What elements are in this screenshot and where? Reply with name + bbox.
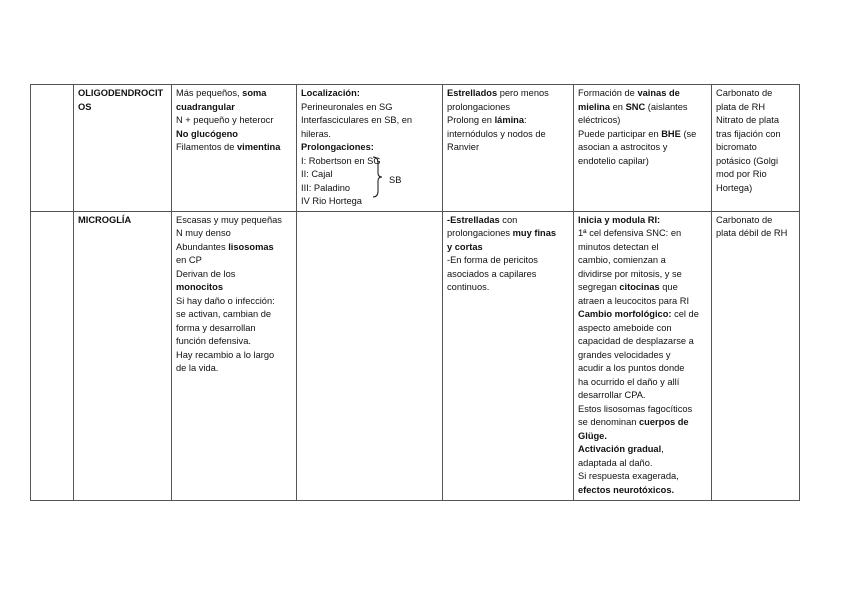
text-run: Localización: (301, 88, 360, 98)
cell-type-name (74, 85, 172, 212)
blank-cell (31, 85, 74, 212)
cell-line (578, 308, 707, 322)
text-run: Hortega) (716, 182, 753, 193)
text-run: cuerpos de (639, 417, 689, 427)
table-row (31, 85, 800, 212)
text-run: dividirse por mitosis, y se (578, 268, 682, 279)
cell-line (578, 268, 707, 282)
text-run: BHE (661, 128, 681, 139)
text-run: se denominan (578, 417, 639, 427)
cell-line (578, 362, 707, 376)
blank-cell (31, 211, 74, 500)
cell-line (176, 128, 292, 142)
cell-line (176, 335, 292, 349)
cell-line (176, 87, 292, 101)
text-run: efectos neurotóxicos. (578, 484, 675, 495)
function-cell (574, 211, 712, 500)
cell-line (447, 281, 569, 295)
text-run: pero menos (497, 88, 549, 98)
text-run: soma (242, 88, 267, 98)
text-run: bicromato (716, 142, 757, 152)
text-run: función defensiva. (176, 336, 251, 346)
text-run: Si hay daño o infección: (176, 295, 275, 306)
cell-line (176, 141, 292, 155)
cell-line (578, 457, 707, 471)
cell-line (176, 254, 292, 268)
cell-line (716, 168, 795, 182)
text-run: mielina (578, 101, 611, 112)
cell-line (578, 227, 707, 241)
text-run: se activan, cambian de (176, 309, 272, 319)
cell-line (578, 322, 707, 336)
text-run: cuadrangular (176, 101, 235, 112)
cell-line (716, 114, 795, 128)
text-run: Formación de (578, 88, 638, 98)
cell-line (578, 295, 707, 309)
text-run: ha ocurrido el daño y allí (578, 376, 680, 387)
cell-line (447, 87, 569, 101)
cell-line (578, 141, 707, 155)
text-run: citocinas (619, 282, 660, 292)
cell-line (578, 403, 707, 417)
cell-line (716, 182, 795, 196)
cell-line (716, 227, 795, 241)
prolongation-type-item: II: Cajal (301, 169, 333, 179)
text-run: endotelio capilar) (578, 155, 649, 166)
text-run: lámina (494, 115, 525, 125)
table-row (31, 211, 800, 500)
text-run: Estos lisosomas fagocíticos (578, 403, 693, 414)
text-run: prolongaciones (447, 228, 513, 238)
cell-line (578, 214, 707, 228)
cell-line (301, 101, 438, 115)
text-run: eléctricos) (578, 115, 621, 125)
text-run: (aislantes (645, 101, 688, 112)
cell-line (176, 349, 292, 363)
cell-line (176, 241, 292, 255)
cell-line (578, 241, 707, 255)
text-run: muy finas (512, 228, 557, 238)
text-run: en CP (176, 255, 202, 265)
text-run: Estrellados (447, 88, 498, 98)
text-run: vainas de (637, 88, 680, 98)
text-run: Nitrato de plata (716, 115, 780, 125)
cell-line (578, 128, 707, 142)
text-run: que (659, 282, 678, 292)
text-run: Prolongaciones: (301, 142, 374, 152)
text-run: Inicia y modula RI: (578, 214, 661, 225)
cell-line (447, 128, 569, 142)
text-run: , (661, 444, 664, 454)
cell-line (578, 376, 707, 390)
cell-line (578, 416, 707, 430)
text-run: plata de RH (716, 101, 766, 112)
cell-line (578, 87, 707, 101)
cell-line (447, 114, 569, 128)
cell-line (176, 227, 292, 241)
text-run: atraen a leucocitos para RI (578, 295, 690, 306)
text-run: Carbonato de (716, 214, 773, 225)
text-run: Hay recambio a lo largo (176, 349, 275, 360)
text-run: : (524, 115, 527, 125)
text-run: Carbonato de (716, 88, 773, 98)
cell-line (578, 281, 707, 295)
text-run: forma y desarrollan (176, 322, 256, 333)
cell-line (301, 141, 438, 155)
text-run: potásico (Golgi (716, 155, 779, 166)
cell-line (447, 141, 569, 155)
cell-line (716, 141, 795, 155)
morphology-cell (172, 85, 297, 212)
text-run: minutos detectan el (578, 241, 659, 252)
cell-line (176, 322, 292, 336)
staining-cell (712, 211, 800, 500)
cell-line (447, 214, 569, 228)
text-run: hileras. (301, 128, 331, 139)
cell-type-name-line: MICROGLÍA (78, 214, 132, 225)
cell-line (176, 308, 292, 322)
cell-line (176, 268, 292, 282)
cell-line (578, 443, 707, 457)
cell-line (176, 114, 292, 128)
cell-line (578, 389, 707, 403)
cell-line (578, 335, 707, 349)
text-run: tras fijación con (716, 128, 781, 139)
cell-line (176, 281, 292, 295)
cell-line (447, 101, 569, 115)
prolongation-type-item: IV Rio Hortega (301, 196, 362, 206)
text-run: Interfasciculares en SB, en (301, 115, 413, 125)
cell-line (716, 128, 795, 142)
cell-line (176, 101, 292, 115)
text-run: Puede participar en (578, 128, 662, 139)
text-run: Activación gradual (578, 444, 662, 454)
cell-line (716, 87, 795, 101)
prolongation-type-item: I: Robertson en SG (301, 155, 381, 166)
text-run: internódulos y nodos de (447, 128, 546, 139)
text-run: Prolong en (447, 115, 495, 125)
text-run: aspecto ameboide con (578, 322, 672, 333)
cell-line (447, 254, 569, 268)
text-run: SNC (625, 101, 646, 112)
text-run: -En forma de pericitos (447, 255, 538, 265)
text-run: con (499, 214, 518, 225)
text-run: No glucógeno (176, 128, 238, 139)
shape-cell (443, 211, 574, 500)
text-run: Si respuesta exagerada, (578, 471, 679, 481)
text-run: N + pequeño y heterocr (176, 115, 274, 125)
cell-line (578, 101, 707, 115)
function-cell (574, 85, 712, 212)
cell-line (176, 295, 292, 309)
cell-line (301, 87, 438, 101)
text-run: plata débil de RH (716, 228, 788, 238)
cell-line (578, 254, 707, 268)
prolongation-type-item: III: Paladino (301, 182, 351, 193)
cell-line (176, 214, 292, 228)
cell-line (447, 227, 569, 241)
cell-line (578, 430, 707, 444)
text-run: continuos. (447, 282, 490, 292)
prolongation-types (301, 155, 438, 209)
text-run: 1ª cel defensiva SNC: en (578, 228, 682, 238)
cell-line (716, 155, 795, 169)
cell-line (578, 155, 707, 169)
text-run: Abundantes (176, 241, 229, 252)
text-run: cel de (671, 309, 699, 319)
text-run: asocian a astrocitos y (578, 142, 668, 152)
cell-line (301, 114, 438, 128)
text-run: Cambio morfológico: (578, 309, 672, 319)
cell-line (447, 241, 569, 255)
cell-line (176, 362, 292, 376)
text-run: segregan (578, 282, 620, 292)
text-run: asociados a capilares (447, 268, 537, 279)
text-run: cambio, comienzan a (578, 255, 666, 265)
text-run: mod por Rio (716, 169, 767, 179)
text-run: lisosomas (228, 241, 274, 252)
cell-line (716, 101, 795, 115)
morphology-cell (172, 211, 297, 500)
cell-types-table (30, 84, 800, 501)
cell-type-name-line: OS (78, 101, 92, 112)
text-run: adaptada al daño. (578, 457, 653, 468)
text-run: Más pequeños, (176, 88, 243, 98)
text-run: vimentina (236, 142, 281, 152)
brace-group-label: SB (389, 174, 402, 185)
cell-line (578, 484, 707, 498)
text-run: prolongaciones (447, 101, 511, 112)
text-run: y cortas (447, 241, 483, 252)
text-run: Filamentos de (176, 142, 237, 152)
location-cell (297, 211, 443, 500)
shape-cell (443, 85, 574, 212)
text-run: acudir a los puntos donde (578, 363, 685, 373)
text-run: Perineuronales en SG (301, 101, 393, 112)
text-run: N muy denso (176, 228, 231, 238)
cell-line (578, 349, 707, 363)
text-run: en (610, 101, 626, 112)
text-run: (se (680, 128, 697, 139)
staining-cell (712, 85, 800, 212)
text-run: capacidad de desplazarse a (578, 336, 694, 346)
text-run: -Estrelladas (447, 214, 500, 225)
cell-line (578, 114, 707, 128)
text-run: Glüge. (578, 430, 607, 441)
text-run: grandes velocidades y (578, 349, 671, 360)
text-run: de la vida. (176, 363, 219, 373)
cell-line (716, 214, 795, 228)
cell-line (578, 470, 707, 484)
text-run: Derivan de los (176, 268, 236, 279)
cell-line (447, 268, 569, 282)
text-run: desarrollar CPA. (578, 390, 646, 400)
cell-line (301, 128, 438, 142)
text-run: Escasas y muy pequeñas (176, 214, 282, 225)
curly-brace-icon (372, 155, 384, 199)
text-run: Ranvier (447, 142, 480, 152)
cell-type-name-line: OLIGODENDROCIT (78, 88, 164, 98)
text-run: monocitos (176, 282, 224, 292)
location-cell (297, 85, 443, 212)
cell-type-name (74, 211, 172, 500)
